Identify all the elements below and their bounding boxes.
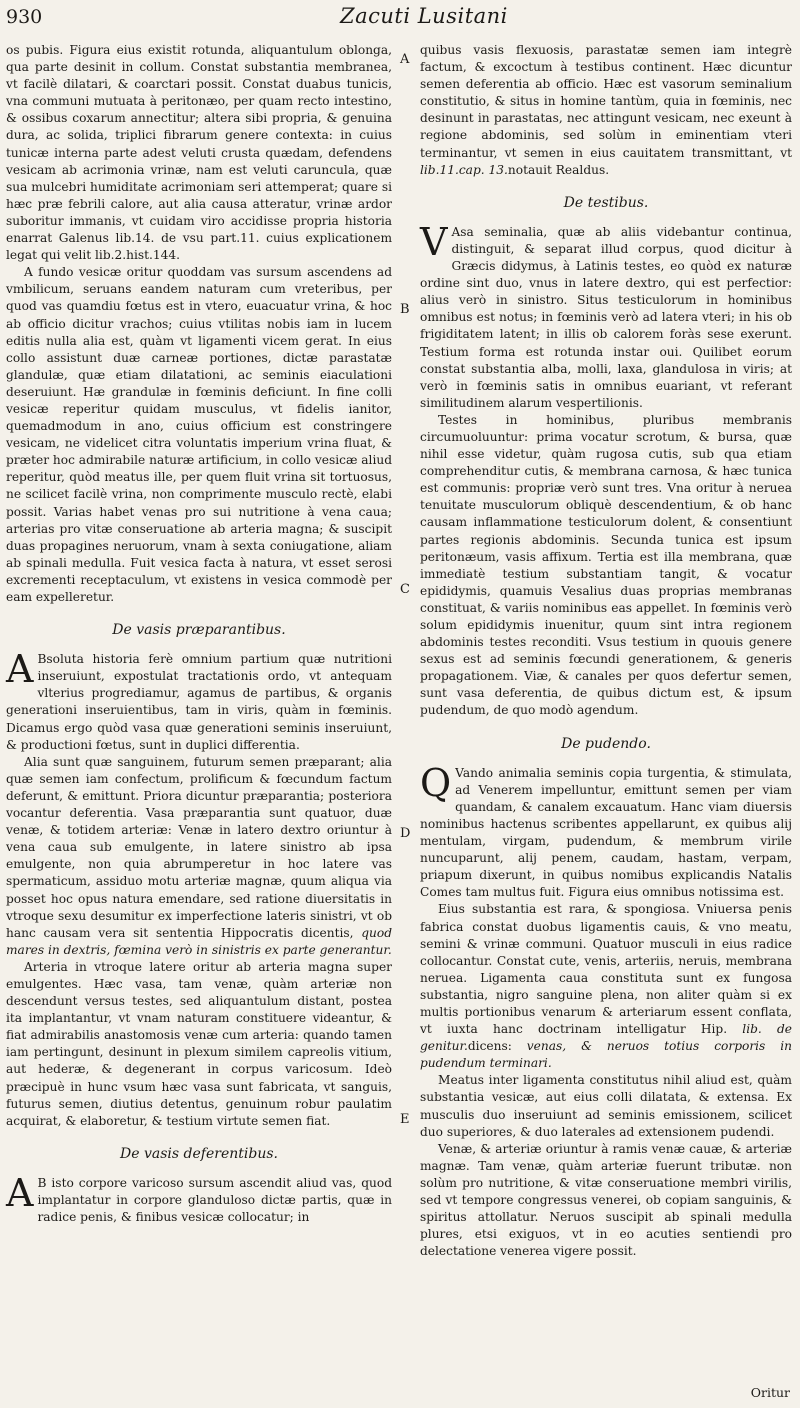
drop-cap: Q xyxy=(420,760,452,805)
right-column xyxy=(420,42,792,1260)
margin-letter: D xyxy=(400,826,411,841)
paragraph: Testes in hominibus, pluribus membranis circumuoluuntur: prima vocatur scrotum, & bursa, quæ nihil esse videtur, quàm rugosa cutis, sub qua etiam comprehenditur cutis, & membrana carnosa, & hæc tunica est communis: propriæ verò sunt tres. Vna oritur à neruea tenuitate musculorum obliquè descendentium, & ob hanc causam inflammatione testiculorum dolent, & consentiunt partes regionis abdominis. Secunda tunica est ipsum peritonæum, vasis affixum. Tertia est illa membrana, quæ immediatè testium substantiam tangit, & vocatur epididymis, quamuis Vesalius duas proprias membranas constituat, & variis nominibus eas appellet. In fœminis verò solum epididymis inuenitur, quum sint intra regionem abdominis testes reconditi. Vsus testium in quouis genere sexus est ad seminis fœcundi generationem, & generis propagationem. Viæ, & canales per quos defertur semen, sunt vasa deferentia, de quibus dictum est, & ipsum pudendum, de quo modò agendum. xyxy=(420,412,792,718)
paragraph-text: Bsoluta historia ferè omnium partium quæ nutritioni inseruiunt, expostulat tractationis ordo, vt antequam vlterius progrediamur, agamus de partibus, & organis generationi inseruientibus, tam in viris, quàm in fœminis. Dicamus ergo quòd vasa quæ generationi seminis inseruiunt, & productioni fœtus, sunt in duplici differentia. xyxy=(6,652,392,752)
section-heading: De pudendo. xyxy=(561,735,651,752)
catchword: Oritur xyxy=(750,1385,790,1400)
paragraph xyxy=(420,760,792,902)
quotation: venas, & neruos totius corporis in pudendum terminari. xyxy=(420,1039,792,1071)
paragraph-text: notauit Realdus. xyxy=(507,162,610,177)
paragraph-text: Eius substantia est rara, & spongiosa. Vniuersa penis fabrica constat duobus ligamentis cauis, & vno meatu, semini & vrinæ communi. Quatuor musculi in eius radice collocantur. Constat cute, venis, arteriis, neruis, membrana neruea. Ligamenta caua constituta sunt ex fungosa substantia, nigro sanguine plena, non aliter quàm si ex multis portionibus venarum & arteriarum essent conflata, vt iuxta hanc doctrinam intelligatur Hip. xyxy=(420,902,792,1037)
margin-letter: C xyxy=(400,582,410,597)
paragraph: Arteria in vtroque latere oritur ab arteria magna super emulgentes. Hæc vasa, tam venæ, quàm arteriæ non descendunt versus testes, sed aliquantulum distant, postea ita implantantur, vt vnam naturam constituere videantur, & fiat admirabilis anastomosis venæ cum arteria: quando tamen iam pertingunt, desinunt in plexum similem capreolis vitium, aut hederæ, & degenerant in corpus varicosum. Ideò præcipuè in hunc vsum hæc vasa sunt fabricata, vt sanguis, futurus semen, diutius detentus, genuinum robur paulatim acquirat, & elaboretur, & testium virtute semen fiat. xyxy=(6,959,392,1128)
paragraph xyxy=(6,647,392,754)
citation: lib.11.cap. 13. xyxy=(420,162,508,177)
section-heading: De vasis præparantibus. xyxy=(112,622,286,639)
drop-cap: V xyxy=(420,219,448,264)
section-heading: De vasis deferentibus. xyxy=(120,1145,278,1162)
paragraph: A fundo vesicæ oritur quoddam vas sursum ascendens ad vmbilicum, seruans eandem naturam cum vreteribus, per quod vas quamdiu fœtus est in vtero, euacuatur vrina, & hoc ab officio dicitur vrachos; cuius vtilitas nobis iam in lucem editis nulla alia est, quàm vt ligamenti vicem gerat. In eius collo assistunt duæ carneæ portiones, dictæ parastatæ glandulæ, quæ etiam dilatationi, ac seminis eiaculationi deseruiunt. Hæ grandulæ in fœminis deficiunt. In fine colli vesicæ reperitur quidam musculus, vt fidelis ianitor, quemadmodum in ano, cuius officium est constringere vesicam, ne videlicet citra voluntatis imperium vrina fluat, & præter hoc admirabile naturæ artificium, in collo vesicæ aliud reperitur, quòd meatus ille, per quem fluit vrina sit tortuosus, ne scilicet facilè vrina, non comprimente musculo rectè, elabi possit. Varias habet venas pro sui nutritione à vena caua; arterias pro vitæ conseruatione ab arteria magna; & suscipit duas propagines neruorum, vnam à sexta coniugatione, aliam ab spinali medulla. Fuit vesica facta à natura, vt esset serosi excrementi receptaculum, vt existens in vesica commodè per eam expelleretur. xyxy=(6,265,392,604)
drop-cap: A xyxy=(6,647,34,692)
page-number: 930 xyxy=(6,6,43,28)
margin-letter: E xyxy=(400,1112,410,1127)
paragraph-text: Asa seminalia, quæ ab aliis videbantur continua, distinguit, & separat illud corpus, quod dicitur à Græcis didymus, à Latinis testes, eo quòd ex naturæ ordine sint duo, vnus in latere dextro, qui est perfectior: alius verò in sinistro. Situs testiculorum in hominibus omnibus est notus; in fœminis verò ad latera vteri; in his ob frigiditatem latent; in illis ob calorem foràs sese exerunt. Testium forma est rotunda instar oui. Quilibet eorum constat substantia alba, molli, laxa, glandulosa in viris; at verò in fœminis satis in omnibus euariant, vt referant similitudinem alarum vespertilionis. xyxy=(420,224,792,410)
paragraph: Meatus inter ligamenta constitutus nihil aliud est, quàm substantia vesicæ, aut eius colli dilatata, & extensa. Ex musculis duo inseruiunt ad seminis emissionem, scilicet duo superiores, & duo laterales ad extensionem pudendi. xyxy=(420,1073,792,1139)
paragraph xyxy=(6,754,392,959)
left-column xyxy=(6,42,392,1226)
paragraph-text: Alia sunt quæ sanguinem, futurum semen præparant; alia quæ semen iam confectum, prolificum & fœcundum factum deferunt, & emittunt. Priora dicuntur præparantia; posteriora vocantur deferentia. Vasa præparantia sunt quatuor, duæ venæ, & totidem arteriæ: Venæ in latero dextro oriuntur à vena caua sub emulgente, in latere sinistro ab ipsa emulgente, non quia abrumperetur in hoc latere vas spermaticum, assiduo motu arteriæ magnæ, quum aliqua via posset hoc opus natura emendare, sed ratione diuersitatis in vtroque sexu desumitur ex imperfectione lateris sinistri, vt ob hanc causam vera sit sententia Hippocratis dicentis, xyxy=(6,754,392,940)
quotation: quod mares in dextris, fœmina verò in sinistris ex parte generantur. xyxy=(6,925,393,957)
paragraph-text: Vando animalia seminis copia turgentia, & stimulata, ad Venerem impelluntur, emittunt semen per viam quandam, & canalem excauatum. Hanc viam diuersis nominibus hactenus scribentes appellarunt, ex quibus alij mentulam, virgam, pudendum, & membrum virile nuncuparunt, alij penem, caudam, hastam, verpam, priapum dixerunt, in quibus nomibus explicandis Natalis Comes tam multus fuit. Figura eius omnibus notissima est. xyxy=(420,765,792,900)
paragraph: Venæ, & arteriæ oriuntur à ramis venæ cauæ, & arteriæ magnæ. Tam venæ, quàm arteriæ fuerunt tributæ. non solùm pro nutritione, & vitæ conseruatione membri virilis, sed vt tempore congressus venerei, ob copiam sanguinis, & spiritus attollatur. Neruos suscipit ab spinali medulla plures, etsi exiguos, vt in eo acuties sentiendi pro delectatione venerea vigere possit. xyxy=(420,1141,792,1259)
paragraph xyxy=(6,1170,392,1226)
paragraph-text: dicens: xyxy=(467,1039,512,1054)
margin-letter: B xyxy=(400,302,410,317)
paragraph xyxy=(420,901,792,1072)
running-head: Zacuti Lusitani xyxy=(340,4,508,28)
margin-letter: A xyxy=(400,52,410,67)
paragraph: os pubis. Figura eius existit rotunda, aliquantulum oblonga, qua parte desinit in collum. Constat substantia membranea, vt facilè dilatari, & coarctari possit. Constat duabus tunicis, vna communi mutuata à peritonæo, per quam recto intestino, & ossibus coxarum annectitur; altera sibi propria, & genuina dura, ac solida, triplici fibrarum genere contexta: in cuius tunicæ interna parte adest veluti crusta quædam, defendens vesicam ab acrimonia vrinæ, nam est veluti caruncula, quæ sua mulcebri humiditate acrimoniam seri attemperat; quare si hæc præ febrili calore, aut alia causa atteratur, vrinæ ardor suboritur immanis, vt cuidam viro accidisse propria historia enarrat Galenus lib.14. de vsu part.11. cuius explicationem legat qui velit lib.2.hist.144. xyxy=(6,43,393,263)
paragraph-text: B isto corpore varicoso sursum ascendit aliud vas, quod implantatur in corpore glanduloso dictæ partis, quæ in radice penis, & finibus vesicæ collocatur; in xyxy=(37,1175,392,1225)
paragraph xyxy=(420,42,792,179)
paragraph xyxy=(420,219,792,412)
citation: lib. de genitur. xyxy=(420,1022,792,1054)
paragraph-text: quibus vasis flexuosis, parastatæ semen iam integrè factum, & excoctum à testibus continent. Hæc dicuntur semen deferentia ab officio. Hæc est vasorum seminalium constitutio, & situs in homine tantùm, quia in fœminis, nec desinunt in parastatas, nec attingunt vesicam, nec exeunt à regione abdominis, sed solùm in eminentiam vteri terminantur, vt semen in eius cauitatem transmittant, vt xyxy=(420,43,792,160)
drop-cap: A xyxy=(6,1170,34,1215)
section-heading: De testibus. xyxy=(563,194,649,211)
